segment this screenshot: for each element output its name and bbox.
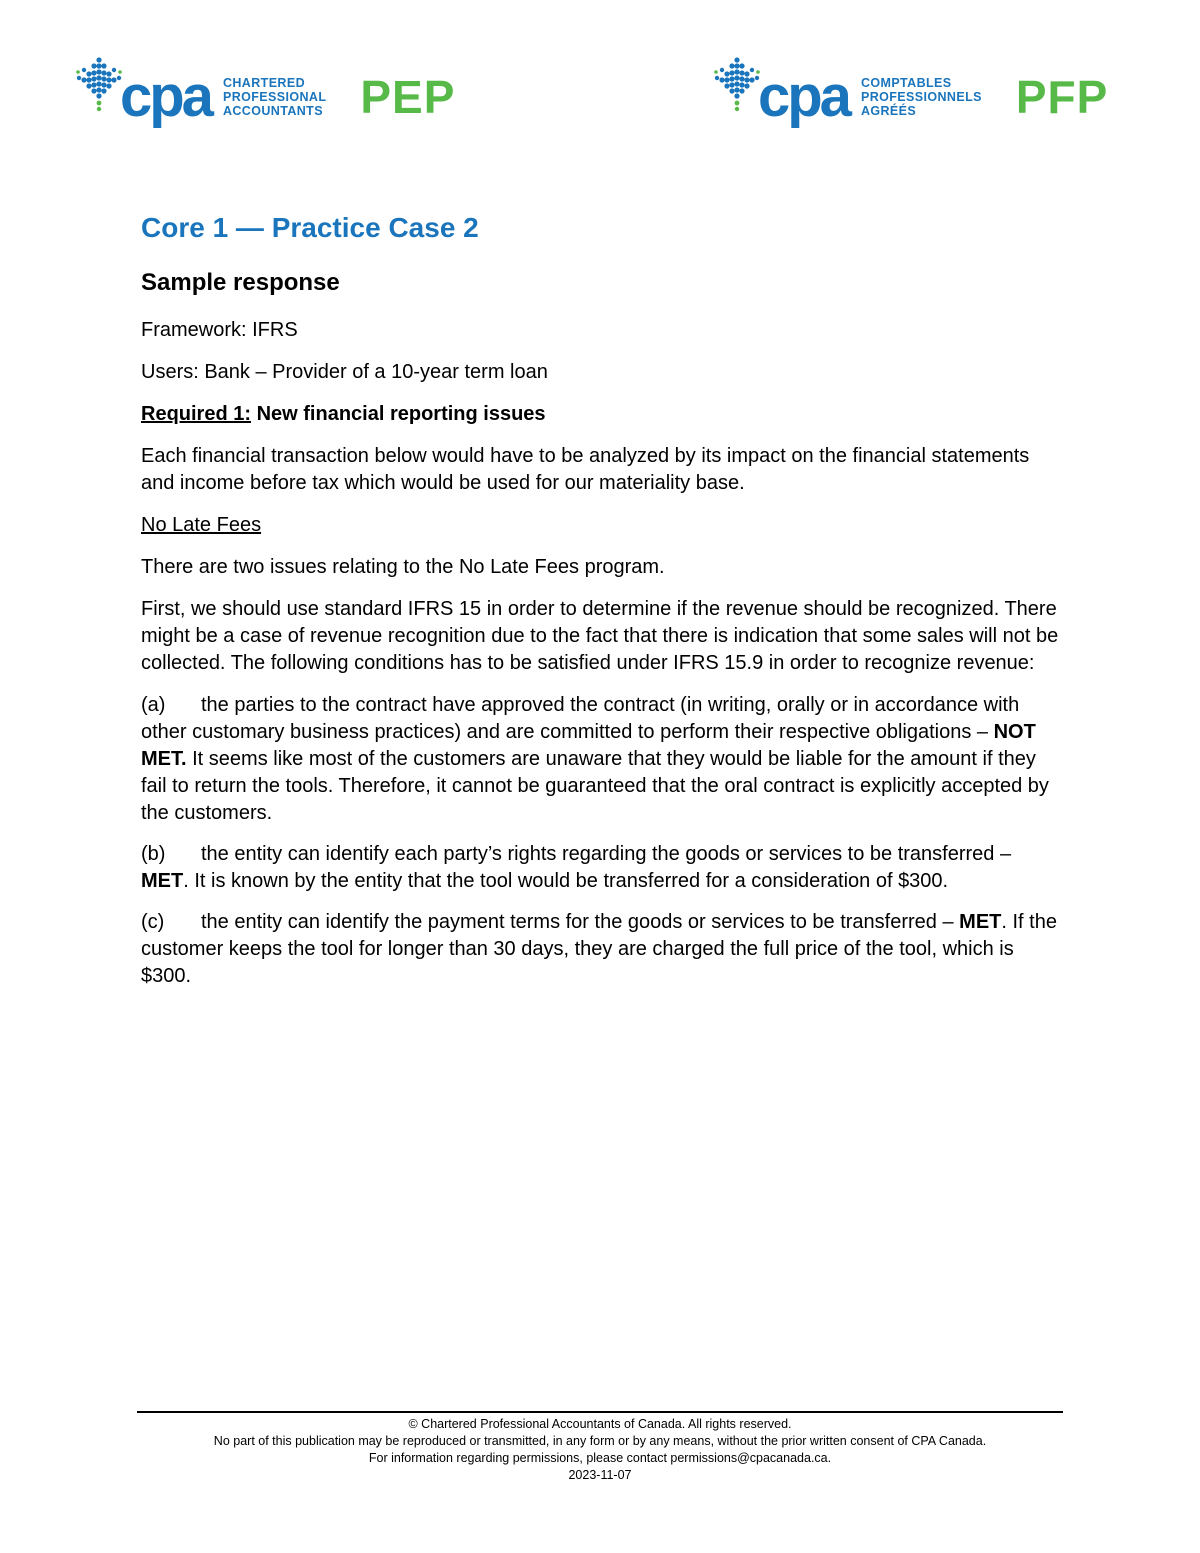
users-line: Users: Bank – Provider of a 10-year term loan bbox=[141, 361, 548, 383]
condition-status: MET bbox=[141, 870, 184, 892]
footer-notice: No part of this publication may be reproduced or transmitted, in any form or by any means, without the prior written consent of CPA Canada. bbox=[213, 1434, 987, 1448]
condition-comment: . It is known by the entity that the tool would be transferred for a consideration of $300. bbox=[183, 870, 949, 892]
condition-text: the entity can identify the payment terms for the goods or services to be transferred – bbox=[201, 911, 960, 933]
program-label: PFP bbox=[1015, 71, 1109, 123]
condition-text: the parties to the contract have approved the contract (in writing, orally or in accordance with other customary business practices) and are committed to perform their respective obligations – bbox=[141, 694, 1020, 743]
analysis-paragraph: First, we should use standard IFRS 15 in order to determine if the revenue should be recognized. There might be a case of revenue recognition due to the fact that there is indication that some sales will not be collected. The following conditions has to be satisfied under IFRS 15.9 in order to recognize revenue: bbox=[141, 598, 1059, 674]
maple-leaf-icon bbox=[710, 54, 764, 118]
required-heading bbox=[141, 401, 1061, 428]
cpa-french-logo bbox=[710, 52, 1108, 142]
page-footer bbox=[137, 1416, 1063, 1484]
cpa-descriptor bbox=[223, 76, 326, 118]
document-body bbox=[141, 212, 1061, 1004]
footer-permissions: For information regarding permissions, please contact permissions@cpacanada.ca. bbox=[368, 1451, 832, 1465]
document-title: Core 1 — Practice Case 2 bbox=[141, 212, 479, 243]
cpa-wordmark: cpa bbox=[758, 64, 849, 129]
framework-line: Framework: IFRS bbox=[141, 319, 298, 341]
condition-comment: . If the customer keeps the tool for longer than 30 days, they are charged the full price of the tool, which is $300. bbox=[141, 911, 1057, 987]
descriptor-line: PROFESSIONAL bbox=[222, 90, 327, 104]
condition-item bbox=[141, 841, 1061, 895]
required-text: New financial reporting issues bbox=[251, 403, 546, 425]
condition-item bbox=[141, 909, 1061, 990]
condition-marker: (c) bbox=[141, 911, 165, 933]
descriptor-line: COMPTABLES bbox=[860, 76, 952, 90]
condition-text: the entity can identify each party’s rights regarding the goods or services to be transferred – bbox=[201, 843, 1012, 865]
cpa-descriptor bbox=[861, 76, 982, 118]
program-label: PEP bbox=[360, 71, 456, 123]
condition-comment: It seems like most of the customers are unaware that they would be liable for the amount if they fail to return the tools. Therefore, it cannot be guaranteed that the oral contract is explicitly accepted by the customers. bbox=[141, 748, 1049, 824]
descriptor-line: AGRÉÉS bbox=[860, 104, 917, 118]
document-subtitle: Sample response bbox=[141, 269, 340, 296]
maple-leaf-icon bbox=[72, 54, 126, 118]
descriptor-line: CHARTERED bbox=[222, 76, 306, 90]
cpa-wordmark: cpa bbox=[120, 64, 211, 129]
intro-paragraph: Each financial transaction below would have to be analyzed by its impact on the financial statements and income before tax which would be used for our materiality base. bbox=[141, 445, 1030, 494]
condition-marker: (a) bbox=[141, 694, 166, 716]
descriptor-line: PROFESSIONNELS bbox=[860, 90, 982, 104]
condition-item bbox=[141, 692, 1061, 827]
section-heading: No Late Fees bbox=[141, 514, 262, 536]
descriptor-line: ACCOUNTANTS bbox=[222, 104, 323, 118]
footer-copyright: © Chartered Professional Accountants of Canada. All rights reserved. bbox=[408, 1417, 792, 1431]
condition-status: NOT MET. bbox=[141, 721, 1036, 770]
condition-status: MET bbox=[959, 911, 1002, 933]
cpa-english-logo bbox=[72, 52, 455, 142]
footer-divider bbox=[137, 1411, 1063, 1413]
condition-marker: (b) bbox=[141, 843, 166, 865]
required-label: Required 1: bbox=[141, 403, 252, 425]
section-intro: There are two issues relating to the No Late Fees program. bbox=[141, 556, 665, 578]
footer-date: 2023-11-07 bbox=[568, 1468, 632, 1482]
